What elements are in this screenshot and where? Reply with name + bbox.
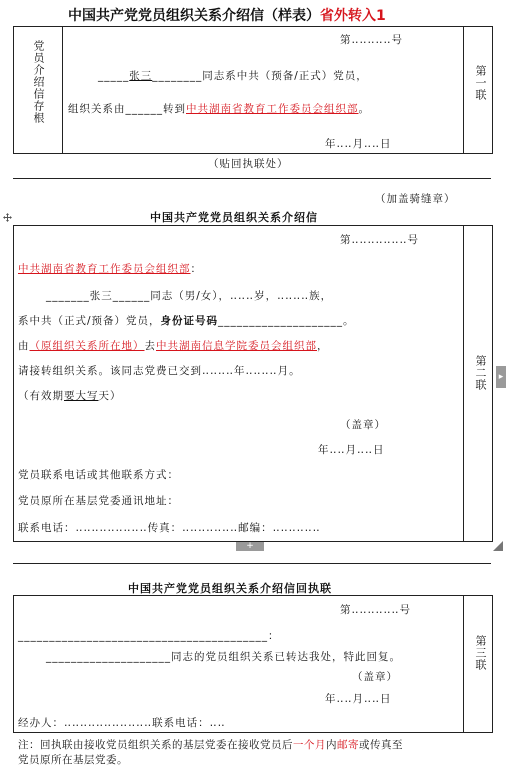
expand-right-handle[interactable]: ▸ xyxy=(496,366,506,388)
receipt-note-1: 注：回执联由接收党员组织关系的基层党委在接收党员后一个月内邮寄或传真至 xyxy=(18,739,403,751)
stub-line1: _____张三________同志系中共（预备/正式）党员， xyxy=(98,70,368,82)
stub-date: 年‥‥月‥‥日 xyxy=(325,138,392,150)
receipt-box xyxy=(13,595,493,733)
expand-bottom-handle[interactable]: + xyxy=(236,542,264,551)
resize-corner-icon[interactable] xyxy=(493,541,501,549)
letter-contact-line: 联系电话：‥‥‥‥‥‥‥‥‥传真：‥‥‥‥‥‥‥邮编：‥‥‥‥‥‥ xyxy=(18,522,321,534)
letter-line-e: （有效期要大写天） xyxy=(18,390,122,402)
letter-line-a: _______张三______同志（男/女），‥‥‥岁，‥‥‥‥族， xyxy=(46,290,333,302)
receipt-line-a: ________________________________________： xyxy=(18,630,280,642)
stub-footer: （贴回执联处） xyxy=(208,158,289,170)
receipt-right-label: 第三联 xyxy=(474,635,487,671)
receipt-handler-line: 经办人：‥‥‥‥‥‥‥‥‥‥‥联系电话：‥‥ xyxy=(18,717,226,729)
receipt-number: 第‥‥‥‥‥‥号 xyxy=(340,604,412,616)
letter-party-address: 党员原所在基层党委通讯地址： xyxy=(18,495,179,507)
letter-line-d: 请接转组织关系。该同志党费已交到‥‥‥‥年‥‥‥‥月。 xyxy=(18,365,301,377)
divider-2 xyxy=(13,563,491,564)
letter-destination-org: 中共湖南信息学院委员会组织部 xyxy=(156,340,317,352)
page-title xyxy=(68,5,386,25)
receipt-heading: 中国共产党党员组织关系介绍信回执联 xyxy=(128,582,332,595)
stub-number: 第‥‥‥‥‥号 xyxy=(340,34,404,46)
letter-seal: （盖章） xyxy=(340,419,386,431)
letter-addressee: 中共湖南省教育工作委员会组织部： xyxy=(18,263,202,275)
receipt-line-b: ____________________同志的党员组织关系已转达我处，特此回复。 xyxy=(46,651,401,663)
letter-line-c: 由（原组织关系所在地）去中共湖南信息学院委员会组织部， xyxy=(18,340,329,352)
letter-origin-place: （原组织关系所在地） xyxy=(29,340,145,352)
letter-top-note: （加盖骑缝章） xyxy=(375,193,456,205)
letter-right-label: 第二联 xyxy=(474,355,487,391)
letter-line-b: 系中共（正式/预备）党员，身份证号码____________________。 xyxy=(18,315,355,327)
stub-name: 张三 xyxy=(129,70,153,82)
receipt-seal: （盖章） xyxy=(352,671,398,683)
stub-box xyxy=(13,26,493,154)
letter-date: 年‥‥月‥‥日 xyxy=(318,444,385,456)
letter-contact-method: 党员联系电话或其他联系方式： xyxy=(18,469,179,481)
receipt-note-2: 党员原所在基层党委。 xyxy=(18,754,128,766)
stub-left-label: 党员介绍信存根 xyxy=(32,40,45,124)
stub-target-org: 中共湖南省教育工作委员会组织部 xyxy=(186,103,359,115)
title-main: 中国共产党党员组织关系介绍信（样表） xyxy=(68,8,320,24)
stub-line2: 组织关系由______转到中共湖南省教育工作委员会组织部。 xyxy=(68,103,370,115)
letter-heading: 中国共产党党员组织关系介绍信 xyxy=(150,211,318,224)
title-red: 省外转入1 xyxy=(320,8,386,24)
letter-name: 张三 xyxy=(89,290,113,302)
receipt-date: 年‥‥月‥‥日 xyxy=(325,693,392,705)
divider-1 xyxy=(13,178,491,179)
letter-number: 第‥‥‥‥‥‥‥号 xyxy=(340,234,420,246)
stub-right-label: 第一联 xyxy=(474,65,487,101)
move-handle-icon[interactable] xyxy=(3,212,11,220)
